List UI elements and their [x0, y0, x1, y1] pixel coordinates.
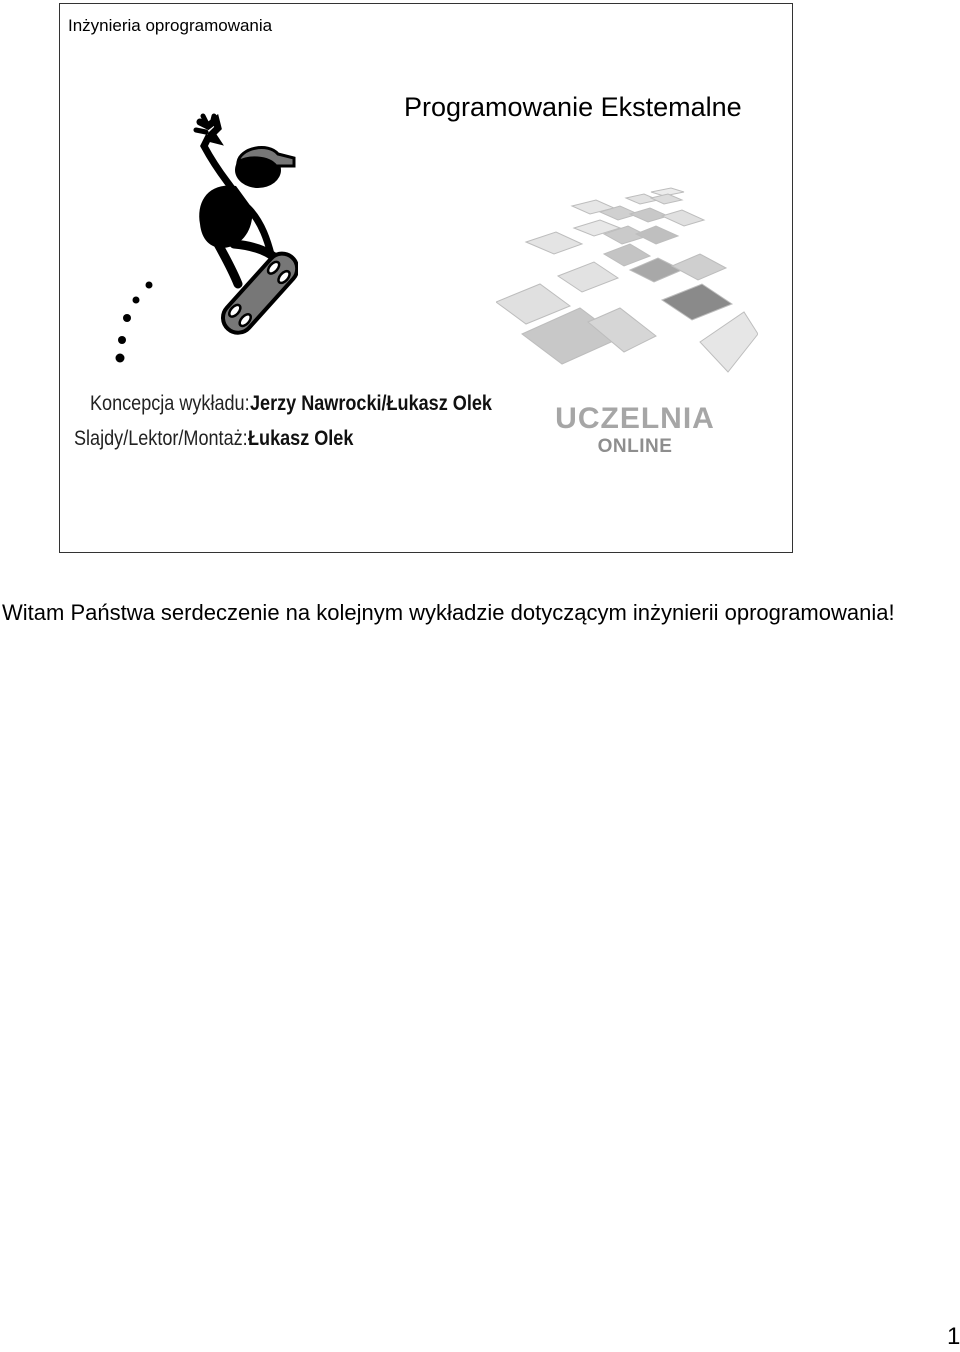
- credit-row-slides: [74, 427, 371, 451]
- skateboarder-icon: [108, 112, 298, 372]
- slide-header: Inżynieria oprogramowania: [68, 16, 273, 35]
- logo-sub-text: ONLINE: [597, 436, 673, 457]
- uczelnia-online-logo: [552, 402, 718, 458]
- credit-value: Jerzy Nawrocki/Łukasz Olek: [249, 392, 492, 415]
- slide-title: Programowanie Ekstemalne: [404, 92, 742, 122]
- speaker-notes: Witam Państwa serdeczenie na kolejnym wykładzie dotyczącym inżynierii oprogramowania!: [2, 600, 895, 625]
- logo-main-text: UCZELNIA: [555, 402, 715, 435]
- slide: [59, 3, 793, 553]
- credit-value: Łukasz Olek: [247, 427, 354, 450]
- logo-tiles-icon: [496, 184, 758, 394]
- page-number: 1: [947, 1323, 960, 1350]
- credit-label: Koncepcja wykładu:: [90, 392, 250, 415]
- credit-label: Slajdy/Lektor/Montaż:: [74, 427, 248, 450]
- credit-row-concept: [90, 392, 531, 416]
